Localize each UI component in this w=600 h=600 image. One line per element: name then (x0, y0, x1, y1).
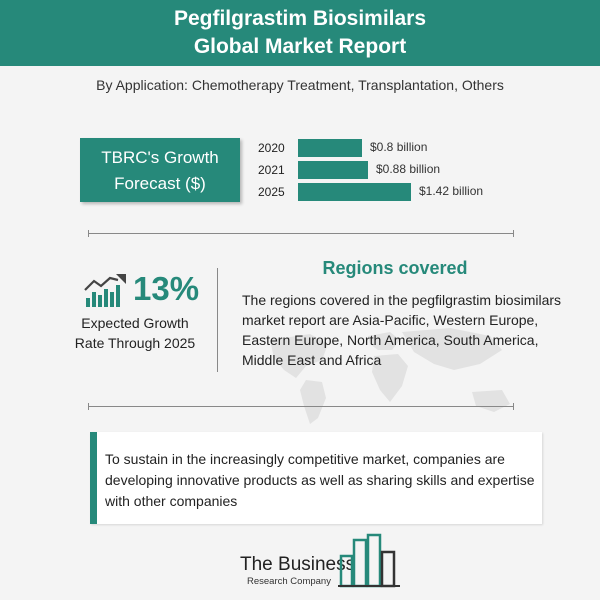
bar-value-label: $0.8 billion (370, 140, 428, 154)
company-logo (238, 532, 402, 590)
bar-year: 2025 (258, 185, 285, 199)
report-title-line1: Pegfilgrastim Biosimilars (173, 7, 427, 30)
forecast-bar (298, 139, 362, 157)
logo-subtitle: Research Company (247, 576, 331, 587)
forecast-label-box (80, 138, 240, 202)
forecast-bar (298, 161, 368, 179)
forecast-label-line1: TBRC's Growth (101, 148, 219, 167)
bar-year: 2020 (258, 141, 285, 155)
regions-title: Regions covered (322, 258, 468, 278)
logo-name: The Business (240, 554, 356, 575)
insight-box (90, 432, 542, 524)
forecast-bar (298, 183, 411, 201)
logo-buildings-icon (338, 532, 402, 588)
vertical-divider (217, 268, 218, 372)
growth-caption: Expected Growth Rate Through 2025 (74, 315, 196, 351)
section-divider (88, 406, 514, 407)
growth-chart-icon (84, 272, 128, 308)
growth-percent: 13% (133, 270, 200, 307)
header-banner (0, 0, 600, 66)
forecast-label-line2: Forecast ($) (114, 174, 206, 193)
section-divider (88, 233, 514, 234)
insight-accent-bar (90, 432, 97, 524)
bar-value-label: $0.88 billion (376, 162, 441, 176)
insight-text: To sustain in the increasingly competitive market, companies are developing innovative products as well as sharing skills and expertise with other companies (105, 451, 535, 509)
bar-value-label: $1.42 billion (419, 184, 484, 198)
bar-year: 2021 (258, 163, 285, 177)
regions-description: The regions covered in the pegfilgrastim biosimilars market report are Asia-Pacific, Western Europe, Eastern Europe, North America, South America, Middle East and Africa (242, 292, 562, 368)
report-title-line2: Global Market Report (193, 35, 407, 58)
application-subtitle: By Application: Chemotherapy Treatment, Transplantation, Others (96, 77, 504, 93)
